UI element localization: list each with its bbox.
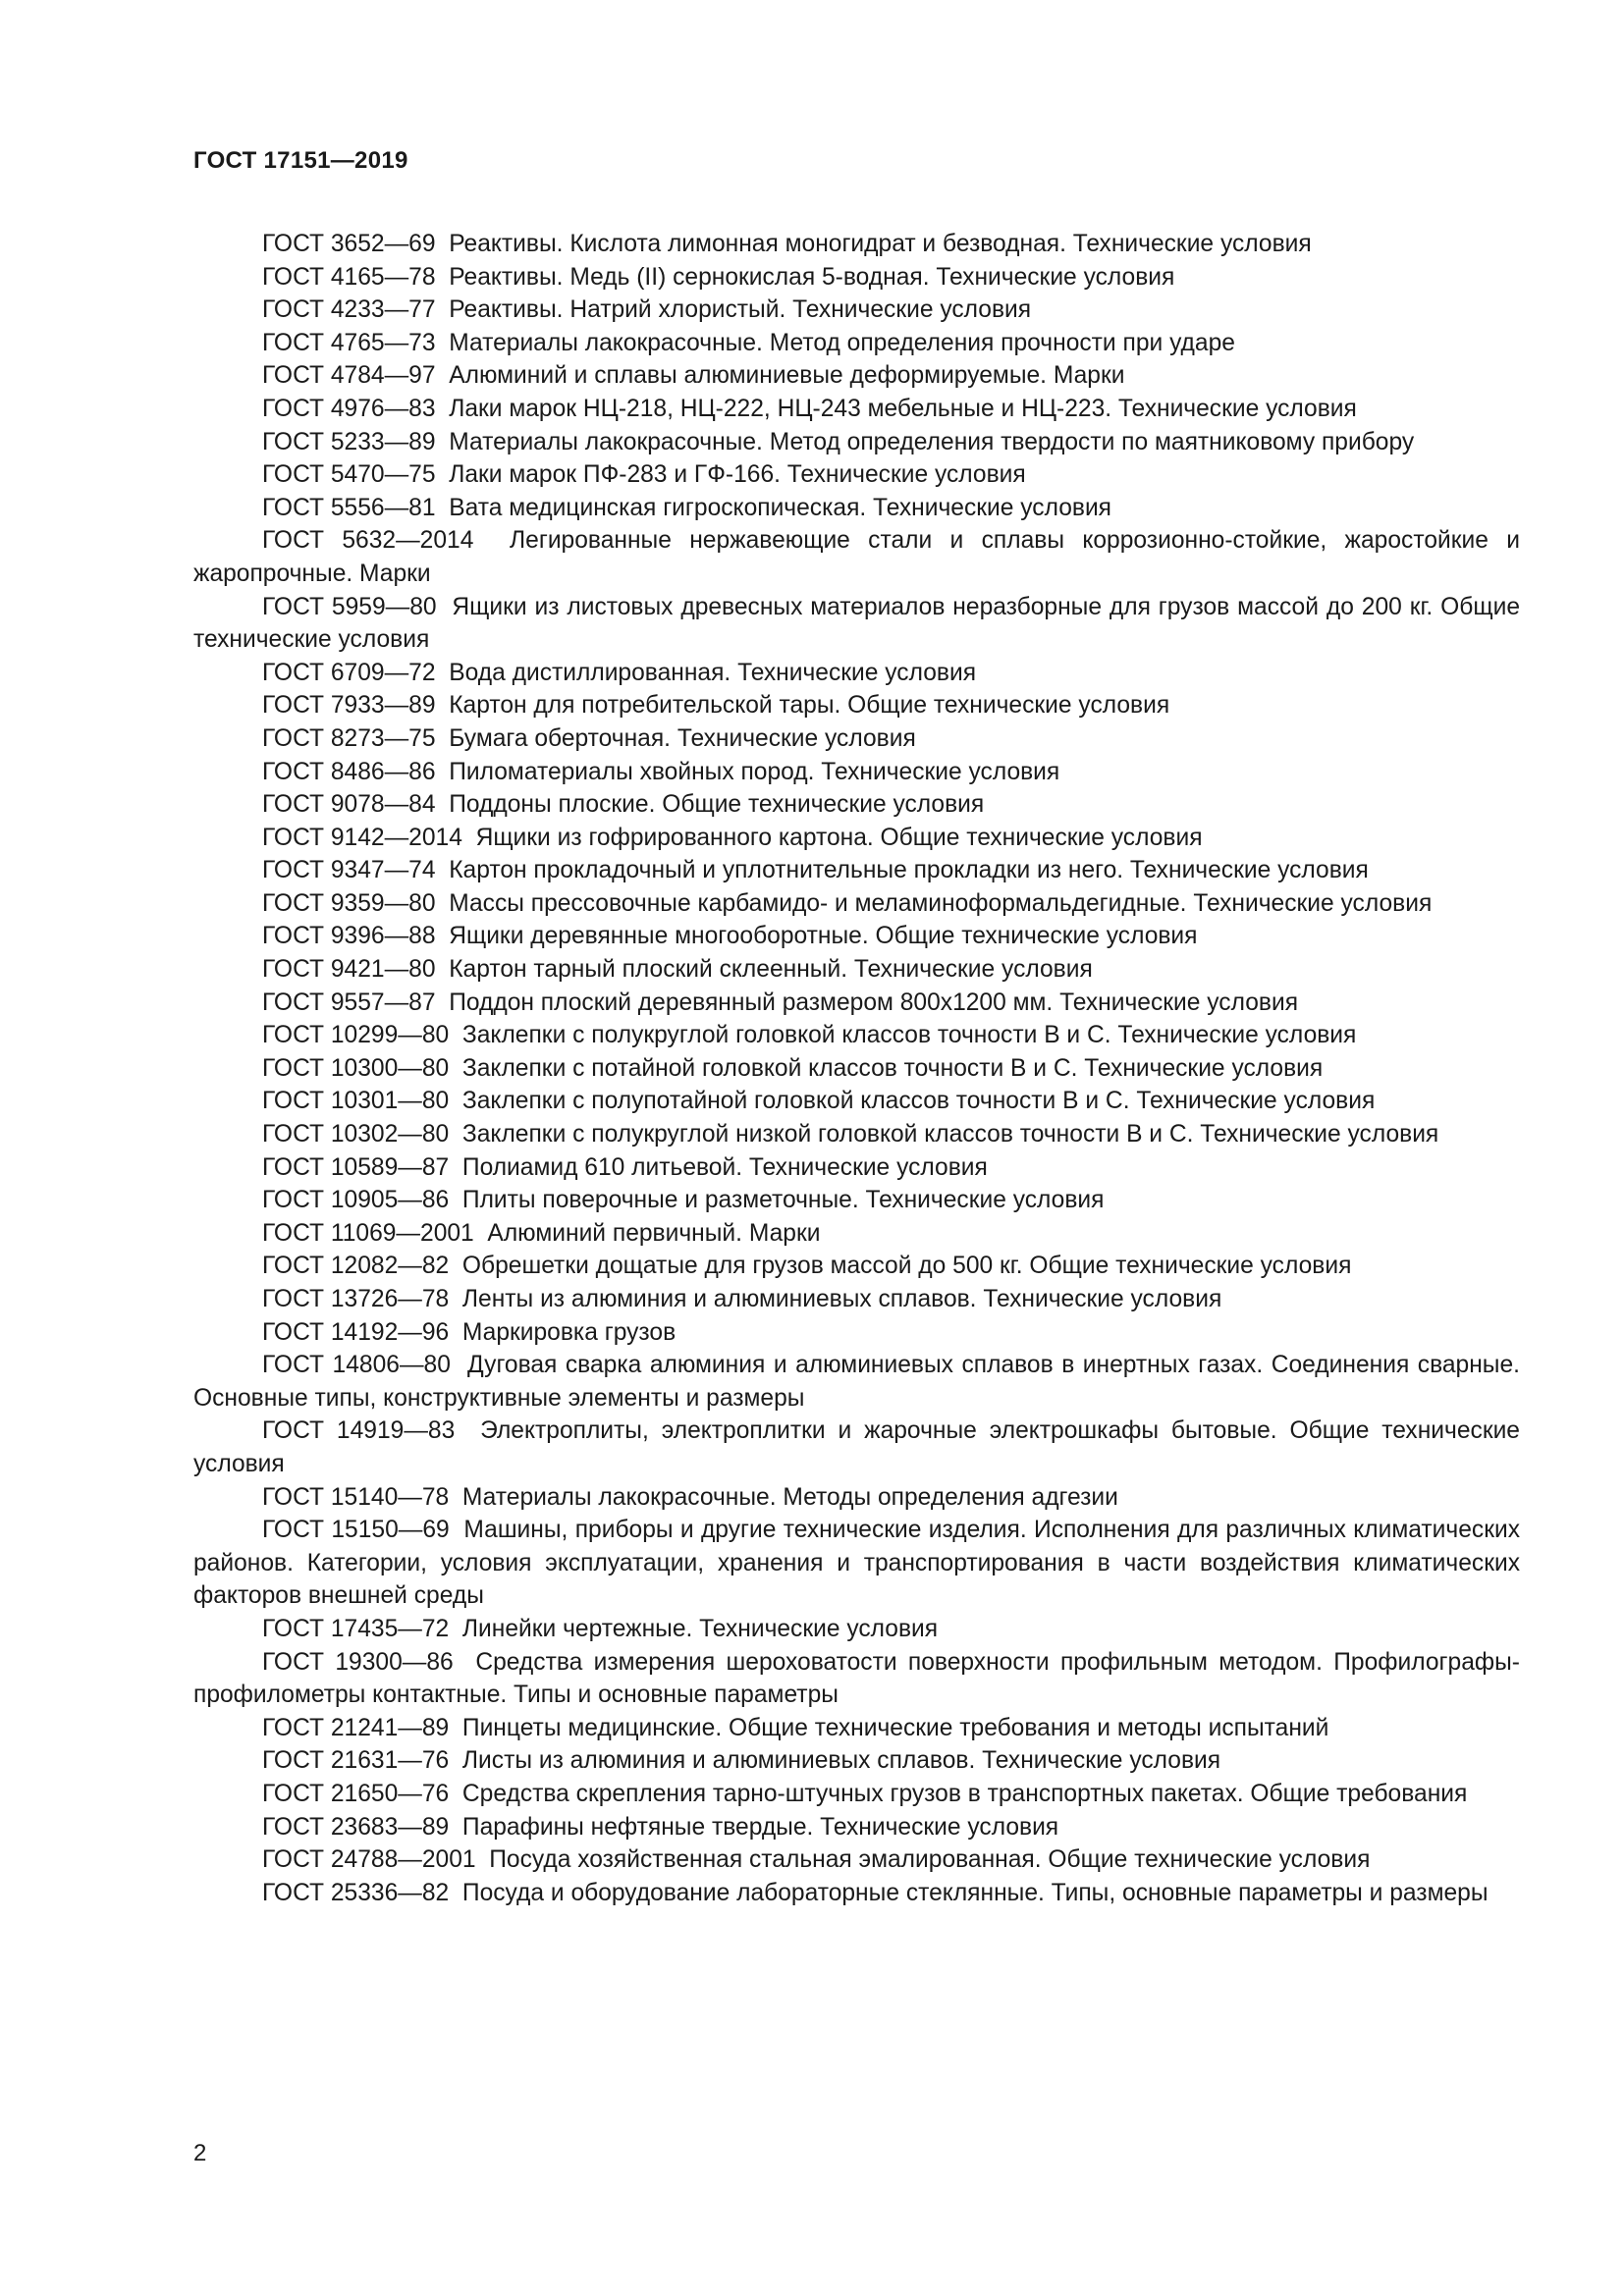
reference-title: Массы прессовочные карбамидо- и меламиноформальдегидные. Технические условия: [449, 889, 1433, 917]
reference-code: ГОСТ 17435—72: [262, 1615, 450, 1642]
reference-item: [193, 920, 1520, 953]
reference-code: ГОСТ 4233—77: [262, 296, 436, 324]
reference-item: [193, 1349, 1520, 1415]
reference-code: ГОСТ 14806—80: [262, 1352, 451, 1379]
reference-code: ГОСТ 14192—96: [262, 1318, 450, 1346]
reference-item: [193, 1613, 1520, 1646]
reference-item: [193, 756, 1520, 789]
reference-title: Алюминий первичный. Марки: [487, 1219, 821, 1247]
reference-code: ГОСТ 4784—97: [262, 362, 436, 390]
reference-code: ГОСТ 8486—86: [262, 758, 436, 785]
reference-item: [193, 228, 1520, 261]
reference-title: Посуда хозяйственная стальная эмалированная. Общие технические условия: [489, 1846, 1371, 1874]
reference-item: [193, 657, 1520, 690]
reference-title: Пиломатериалы хвойных пород. Технические условия: [449, 758, 1060, 785]
reference-title: Электроплиты, электроплитки и жарочные электрошкафы бытовые. Общие технические условия: [193, 1417, 1520, 1477]
reference-item: [193, 1843, 1520, 1877]
reference-code: ГОСТ 5959—80: [262, 593, 437, 620]
reference-code: ГОСТ 5233—89: [262, 428, 436, 455]
reference-code: ГОСТ 9078—84: [262, 791, 436, 819]
reference-item: [193, 426, 1520, 459]
reference-code: ГОСТ 21650—76: [262, 1780, 450, 1807]
reference-title: Заклепки с потайной головкой классов точности В и С. Технические условия: [461, 1054, 1324, 1082]
reference-item: [193, 1481, 1520, 1515]
reference-title: Бумага оберточная. Технические условия: [449, 724, 916, 752]
reference-code: ГОСТ 24788—2001: [262, 1846, 476, 1874]
reference-title: Реактивы. Кислота лимонная моногидрат и безводная. Технические условия: [449, 231, 1312, 257]
reference-title: Машины, приборы и другие технические изделия. Исполнения для различных климатических районов. Категории, условия эксплуатации, хранения и транспортирования в части воздействия климатических факторов внешней среды: [193, 1517, 1520, 1610]
reference-code: ГОСТ 11069—2001: [262, 1219, 474, 1247]
reference-item: [193, 1250, 1520, 1283]
reference-item: [193, 1085, 1520, 1118]
reference-code: ГОСТ 9557—87: [262, 988, 436, 1016]
reference-title: Вата медицинская гигроскопическая. Технические условия: [449, 494, 1111, 521]
page-header: ГОСТ 17151—2019: [193, 147, 408, 174]
reference-title: Листы из алюминия и алюминиевых сплавов. Технические условия: [461, 1747, 1221, 1775]
reference-title: Ящики из гофрированного картона. Общие технические условия: [475, 824, 1203, 851]
reference-title: Легированные нержавеющие стали и сплавы коррозионно-стойкие, жаростойкие и жаропрочные. Марки: [193, 527, 1520, 587]
reference-title: Дуговая сварка алюминия и алюминиевых сплавов в инертных газах. Соединения сварные. Основные типы, конструктивные элементы и размеры: [193, 1352, 1520, 1412]
reference-item: [193, 953, 1520, 987]
reference-item: [193, 822, 1520, 855]
reference-code: ГОСТ 10299—80: [262, 1022, 450, 1049]
reference-item: [193, 987, 1520, 1020]
reference-code: ГОСТ 13726—78: [262, 1286, 450, 1312]
reference-item: [193, 788, 1520, 822]
reference-title: Реактивы. Натрий хлористый. Технические условия: [449, 296, 1032, 324]
reference-code: ГОСТ 5632—2014: [262, 527, 474, 555]
reference-item: [193, 1712, 1520, 1745]
reference-title: Заклепки с полупотайной головкой классов точности В и С. Технические условия: [461, 1088, 1376, 1115]
reference-code: ГОСТ 21241—89: [262, 1714, 450, 1741]
reference-title: Полиамид 610 литьевой. Технические условия: [461, 1153, 988, 1181]
reference-title: Обрешетки дощатые для грузов массой до 500 кг. Общие технические условия: [461, 1253, 1352, 1280]
reference-item: [193, 1283, 1520, 1316]
reference-title: Поддон плоский деревянный размером 800x1200 мм. Технические условия: [449, 988, 1299, 1016]
reference-code: ГОСТ 10905—86: [262, 1187, 450, 1214]
reference-item: [193, 1744, 1520, 1778]
reference-item: [193, 1811, 1520, 1844]
reference-item: [193, 1514, 1520, 1613]
reference-code: ГОСТ 12082—82: [262, 1253, 450, 1280]
reference-item: [193, 1217, 1520, 1251]
reference-code: ГОСТ 10301—80: [262, 1088, 450, 1115]
reference-item: [193, 1151, 1520, 1185]
reference-item: [193, 359, 1520, 393]
reference-code: ГОСТ 4165—78: [262, 263, 436, 291]
reference-item: [193, 524, 1520, 590]
reference-code: ГОСТ 10589—87: [262, 1153, 450, 1181]
reference-title: Средства скрепления тарно-штучных грузов в транспортных пакетах. Общие требования: [461, 1780, 1468, 1807]
reference-title: Поддоны плоские. Общие технические условия: [449, 791, 985, 819]
reference-code: ГОСТ 9421—80: [262, 956, 436, 984]
reference-code: ГОСТ 4976—83: [262, 395, 436, 422]
reference-item: [193, 261, 1520, 294]
reference-code: ГОСТ 15140—78: [262, 1483, 450, 1511]
reference-code: ГОСТ 5470—75: [262, 461, 436, 489]
reference-title: Лаки марок ПФ-283 и ГФ-166. Технические условия: [449, 461, 1026, 489]
reference-code: ГОСТ 5556—81: [262, 494, 436, 521]
reference-title: Ящики деревянные многооборотные. Общие технические условия: [449, 923, 1198, 950]
reference-item: [193, 393, 1520, 426]
reference-item: [193, 591, 1520, 657]
reference-title: Заклепки с полукруглой низкой головкой классов точности В и С. Технические условия: [461, 1121, 1439, 1148]
reference-title: Материалы лакокрасочные. Метод определения твердости по маятниковому прибору: [449, 428, 1415, 455]
reference-item: [193, 1019, 1520, 1052]
reference-item: [193, 1778, 1520, 1811]
reference-title: Пинцеты медицинские. Общие технические требования и методы испытаний: [461, 1714, 1329, 1741]
reference-item: [193, 722, 1520, 756]
reference-item: [193, 1646, 1520, 1712]
reference-title: Линейки чертежные. Технические условия: [461, 1615, 939, 1642]
reference-code: ГОСТ 25336—82: [262, 1879, 450, 1906]
reference-code: ГОСТ 7933—89: [262, 692, 436, 720]
reference-title: Вода дистиллированная. Технические условия: [449, 659, 977, 686]
reference-item: [193, 1184, 1520, 1217]
reference-item: [193, 294, 1520, 327]
reference-title: Картон прокладочный и уплотнительные прокладки из него. Технические условия: [449, 857, 1369, 884]
reference-code: ГОСТ 10302—80: [262, 1121, 450, 1148]
reference-title: Картон тарный плоский склеенный. Технические условия: [449, 956, 1093, 984]
reference-code: ГОСТ 9142—2014: [262, 824, 462, 851]
reference-item: [193, 1052, 1520, 1086]
reference-code: ГОСТ 10300—80: [262, 1054, 450, 1082]
reference-item: [193, 327, 1520, 360]
reference-code: ГОСТ 19300—86: [262, 1648, 454, 1676]
reference-title: Реактивы. Медь (II) сернокислая 5-водная. Технические условия: [449, 263, 1175, 291]
reference-code: ГОСТ 9359—80: [262, 889, 436, 917]
normative-references-list: [193, 228, 1520, 1909]
reference-item: [193, 492, 1520, 525]
reference-item: [193, 1877, 1520, 1910]
reference-code: ГОСТ 14919—83: [262, 1417, 456, 1445]
reference-code: ГОСТ 4765—73: [262, 329, 436, 356]
page-number: 2: [193, 2140, 207, 2166]
reference-title: Алюминий и сплавы алюминиевые деформируемые. Марки: [449, 362, 1125, 390]
reference-title: Лаки марок НЦ-218, НЦ-222, НЦ-243 мебельные и НЦ-223. Технические условия: [449, 395, 1357, 422]
reference-item: [193, 689, 1520, 722]
reference-item: [193, 1118, 1520, 1151]
reference-title: Посуда и оборудование лабораторные стеклянные. Типы, основные параметры и размеры: [461, 1879, 1489, 1906]
reference-title: Парафины нефтяные твердые. Технические условия: [461, 1813, 1059, 1841]
reference-code: ГОСТ 3652—69: [262, 231, 436, 257]
reference-title: Ящики из листовых древесных материалов неразборные для грузов массой до 200 кг. Общие технические условия: [193, 593, 1520, 654]
reference-code: ГОСТ 9347—74: [262, 857, 436, 884]
reference-title: Материалы лакокрасочные. Методы определения адгезии: [461, 1483, 1118, 1511]
reference-title: Маркировка грузов: [461, 1318, 677, 1346]
reference-item: [193, 1316, 1520, 1350]
reference-item: [193, 1415, 1520, 1480]
reference-code: ГОСТ 9396—88: [262, 923, 436, 950]
reference-item: [193, 887, 1520, 921]
reference-code: ГОСТ 21631—76: [262, 1747, 450, 1775]
reference-title: Заклепки с полукруглой головкой классов точности В и С. Технические условия: [461, 1022, 1357, 1049]
reference-title: Ленты из алюминия и алюминиевых сплавов. Технические условия: [461, 1286, 1222, 1312]
reference-code: ГОСТ 23683—89: [262, 1813, 450, 1841]
reference-title: Картон для потребительской тары. Общие технические условия: [449, 692, 1170, 720]
reference-title: Средства измерения шероховатости поверхности профильным методом. Профилографы-профилометры контактные. Типы и основные параметры: [193, 1648, 1520, 1709]
reference-title: Материалы лакокрасочные. Метод определения прочности при ударе: [449, 329, 1235, 356]
reference-title: Плиты поверочные и разметочные. Технические условия: [461, 1187, 1105, 1214]
reference-item: [193, 458, 1520, 492]
reference-item: [193, 854, 1520, 887]
reference-code: ГОСТ 6709—72: [262, 659, 436, 686]
reference-code: ГОСТ 8273—75: [262, 724, 436, 752]
reference-code: ГОСТ 15150—69: [262, 1517, 450, 1544]
